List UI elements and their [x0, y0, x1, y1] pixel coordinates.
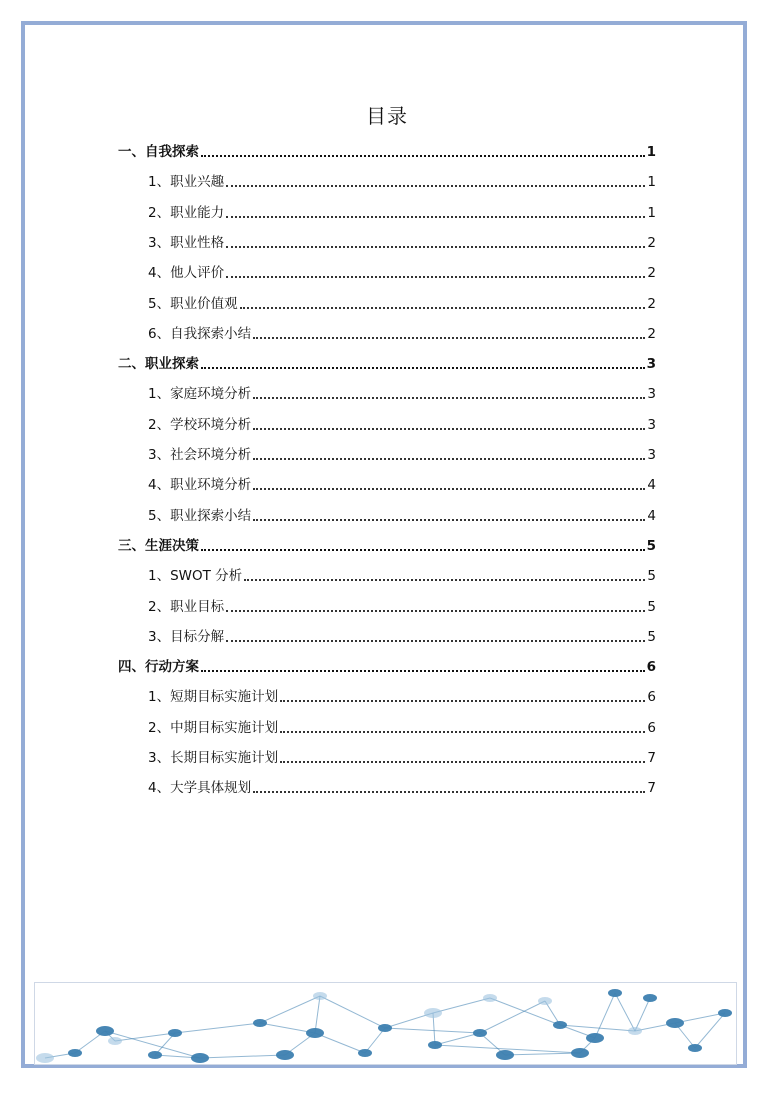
network-node	[378, 1024, 392, 1032]
network-node	[586, 1033, 604, 1043]
toc-entry[interactable]	[148, 294, 656, 314]
toc-entry-page: 3	[646, 356, 656, 373]
network-node	[168, 1029, 182, 1037]
toc-entry-page: 5	[647, 598, 656, 615]
network-node	[666, 1018, 684, 1028]
network-link	[365, 1028, 385, 1053]
toc-entry-page: 5	[647, 568, 656, 585]
toc-entry[interactable]	[148, 627, 656, 647]
network-node	[68, 1049, 82, 1057]
network-node	[108, 1037, 122, 1045]
network-link	[505, 1053, 580, 1055]
dot-leader	[253, 488, 645, 490]
network-link	[260, 996, 320, 1023]
dot-leader	[253, 397, 645, 399]
toc-entry[interactable]	[148, 597, 656, 617]
toc-entry-page: 2	[647, 234, 656, 251]
network-node	[688, 1044, 702, 1052]
toc-entry-page: 1	[647, 204, 656, 221]
toc-entry-page: 5	[646, 537, 656, 554]
toc-entry-label: 四、行动方案	[118, 659, 199, 676]
toc-entry-label: 2、学校环境分析	[148, 416, 252, 433]
network-link	[435, 1033, 480, 1045]
network-link	[175, 1023, 260, 1033]
toc-entry-page: 6	[647, 689, 656, 706]
dot-leader	[201, 549, 645, 551]
network-node	[36, 1053, 54, 1063]
network-link	[200, 1055, 285, 1058]
network-node	[276, 1050, 294, 1060]
toc-entry-label: 2、职业能力	[148, 204, 225, 221]
network-node	[608, 989, 622, 997]
toc-entry-label: 2、中期目标实施计划	[148, 719, 279, 736]
toc-entry-label: 4、他人评价	[148, 265, 225, 282]
network-link	[115, 1033, 175, 1041]
toc-entry-label: 1、SWOT 分析	[148, 568, 243, 585]
dot-leader	[201, 155, 645, 157]
network-link	[595, 993, 615, 1038]
dot-leader	[226, 640, 645, 642]
toc-entry-page: 2	[647, 265, 656, 282]
toc-entry-label: 1、职业兴趣	[148, 174, 225, 191]
toc-entry-label: 3、长期目标实施计划	[148, 750, 279, 766]
toc-entry-page: 6	[647, 719, 656, 736]
toc-entry-label: 5、职业价值观	[148, 295, 238, 312]
toc-entry[interactable]	[148, 475, 656, 495]
dot-leader	[253, 337, 645, 339]
toc-entry[interactable]	[118, 536, 656, 556]
network-link	[433, 998, 490, 1013]
network-link	[315, 1033, 365, 1053]
toc-entry[interactable]	[118, 657, 656, 677]
toc-entry[interactable]	[118, 142, 656, 162]
dot-leader	[244, 579, 645, 581]
toc-entry-page: 3	[647, 386, 656, 403]
toc-entry[interactable]	[148, 718, 656, 738]
network-link	[635, 998, 650, 1031]
toc-entry[interactable]	[148, 566, 656, 586]
dot-leader	[226, 216, 645, 218]
network-node	[96, 1026, 114, 1036]
toc-entry-label: 6、自我探索小结	[148, 325, 252, 342]
network-node	[553, 1021, 567, 1029]
toc-entry-label: 一、自我探索	[118, 144, 199, 160]
network-node	[538, 997, 552, 1005]
toc-entry-label: 3、社会环境分析	[148, 447, 252, 463]
toc-entry[interactable]	[148, 263, 656, 283]
dot-leader	[253, 458, 645, 460]
toc-entry-page: 6	[646, 659, 656, 676]
network-node	[148, 1051, 162, 1059]
network-node	[253, 1019, 267, 1027]
toc-entry-label: 2、职业目标	[148, 598, 225, 615]
dot-leader	[280, 731, 645, 733]
toc-entry-page: 7	[647, 780, 656, 797]
network-node	[496, 1050, 514, 1060]
network-node	[191, 1053, 209, 1063]
toc-entry-label: 1、短期目标实施计划	[148, 689, 279, 706]
toc-entry-label: 4、大学具体规划	[148, 780, 252, 797]
network-link	[315, 996, 320, 1033]
network-node	[628, 1027, 642, 1035]
footer-network-graphic	[34, 982, 737, 1065]
toc-entry-page: 4	[647, 507, 656, 524]
network-link	[480, 1001, 545, 1033]
toc-entry-page: 2	[647, 295, 656, 312]
toc-entry-label: 3、目标分解	[148, 628, 225, 645]
toc-entry[interactable]	[148, 445, 656, 465]
network-node	[643, 994, 657, 1002]
network-node	[483, 994, 497, 1002]
dot-leader	[226, 610, 645, 612]
toc-entry-label: 1、家庭环境分析	[148, 386, 252, 403]
dot-leader	[280, 761, 645, 763]
toc-entry-label: 三、生涯决策	[118, 537, 199, 554]
toc-entry[interactable]	[148, 506, 656, 526]
dot-leader	[226, 185, 645, 187]
network-node	[571, 1048, 589, 1058]
network-node	[306, 1028, 324, 1038]
toc-entry-page: 3	[647, 416, 656, 433]
toc-entry[interactable]	[148, 324, 656, 344]
toc-entry-label: 二、职业探索	[118, 356, 199, 373]
network-illustration	[35, 983, 737, 1065]
network-node	[473, 1029, 487, 1037]
toc-entry-page: 3	[647, 447, 656, 463]
network-node	[428, 1041, 442, 1049]
dot-leader	[253, 519, 645, 521]
network-link	[320, 996, 385, 1028]
toc-entry[interactable]	[148, 687, 656, 707]
toc-entry[interactable]	[148, 748, 656, 768]
toc-entry-page: 4	[647, 477, 656, 494]
network-link	[560, 1025, 635, 1031]
dot-leader	[240, 307, 646, 309]
toc-entry-page: 7	[647, 750, 656, 766]
toc-title: 目录	[366, 104, 408, 128]
toc-entry[interactable]	[148, 778, 656, 798]
network-node	[718, 1009, 732, 1017]
toc-entry[interactable]	[148, 172, 656, 192]
toc-entry-page: 5	[647, 628, 656, 645]
toc-entry[interactable]	[148, 384, 656, 404]
toc-entry[interactable]	[148, 415, 656, 435]
toc-entry[interactable]	[148, 233, 656, 253]
network-node	[358, 1049, 372, 1057]
toc-entry[interactable]	[148, 203, 656, 223]
dot-leader	[253, 791, 645, 793]
dot-leader	[280, 700, 645, 702]
dot-leader	[226, 276, 645, 278]
network-link	[385, 1028, 480, 1033]
toc-entry-page: 2	[647, 325, 656, 342]
toc-entry-label: 5、职业探索小结	[148, 507, 252, 524]
toc-entry-label: 4、职业环境分析	[148, 477, 252, 494]
dot-leader	[226, 246, 645, 248]
dot-leader	[201, 367, 645, 369]
network-node	[313, 992, 327, 1000]
network-link	[615, 993, 635, 1031]
dot-leader	[201, 670, 645, 672]
toc-entry[interactable]	[118, 354, 656, 374]
network-node	[424, 1008, 442, 1018]
dot-leader	[253, 428, 645, 430]
toc-entry-label: 3、职业性格	[148, 234, 225, 251]
toc-entry-page: 1	[647, 174, 656, 191]
toc-entry-page: 1	[646, 144, 656, 160]
